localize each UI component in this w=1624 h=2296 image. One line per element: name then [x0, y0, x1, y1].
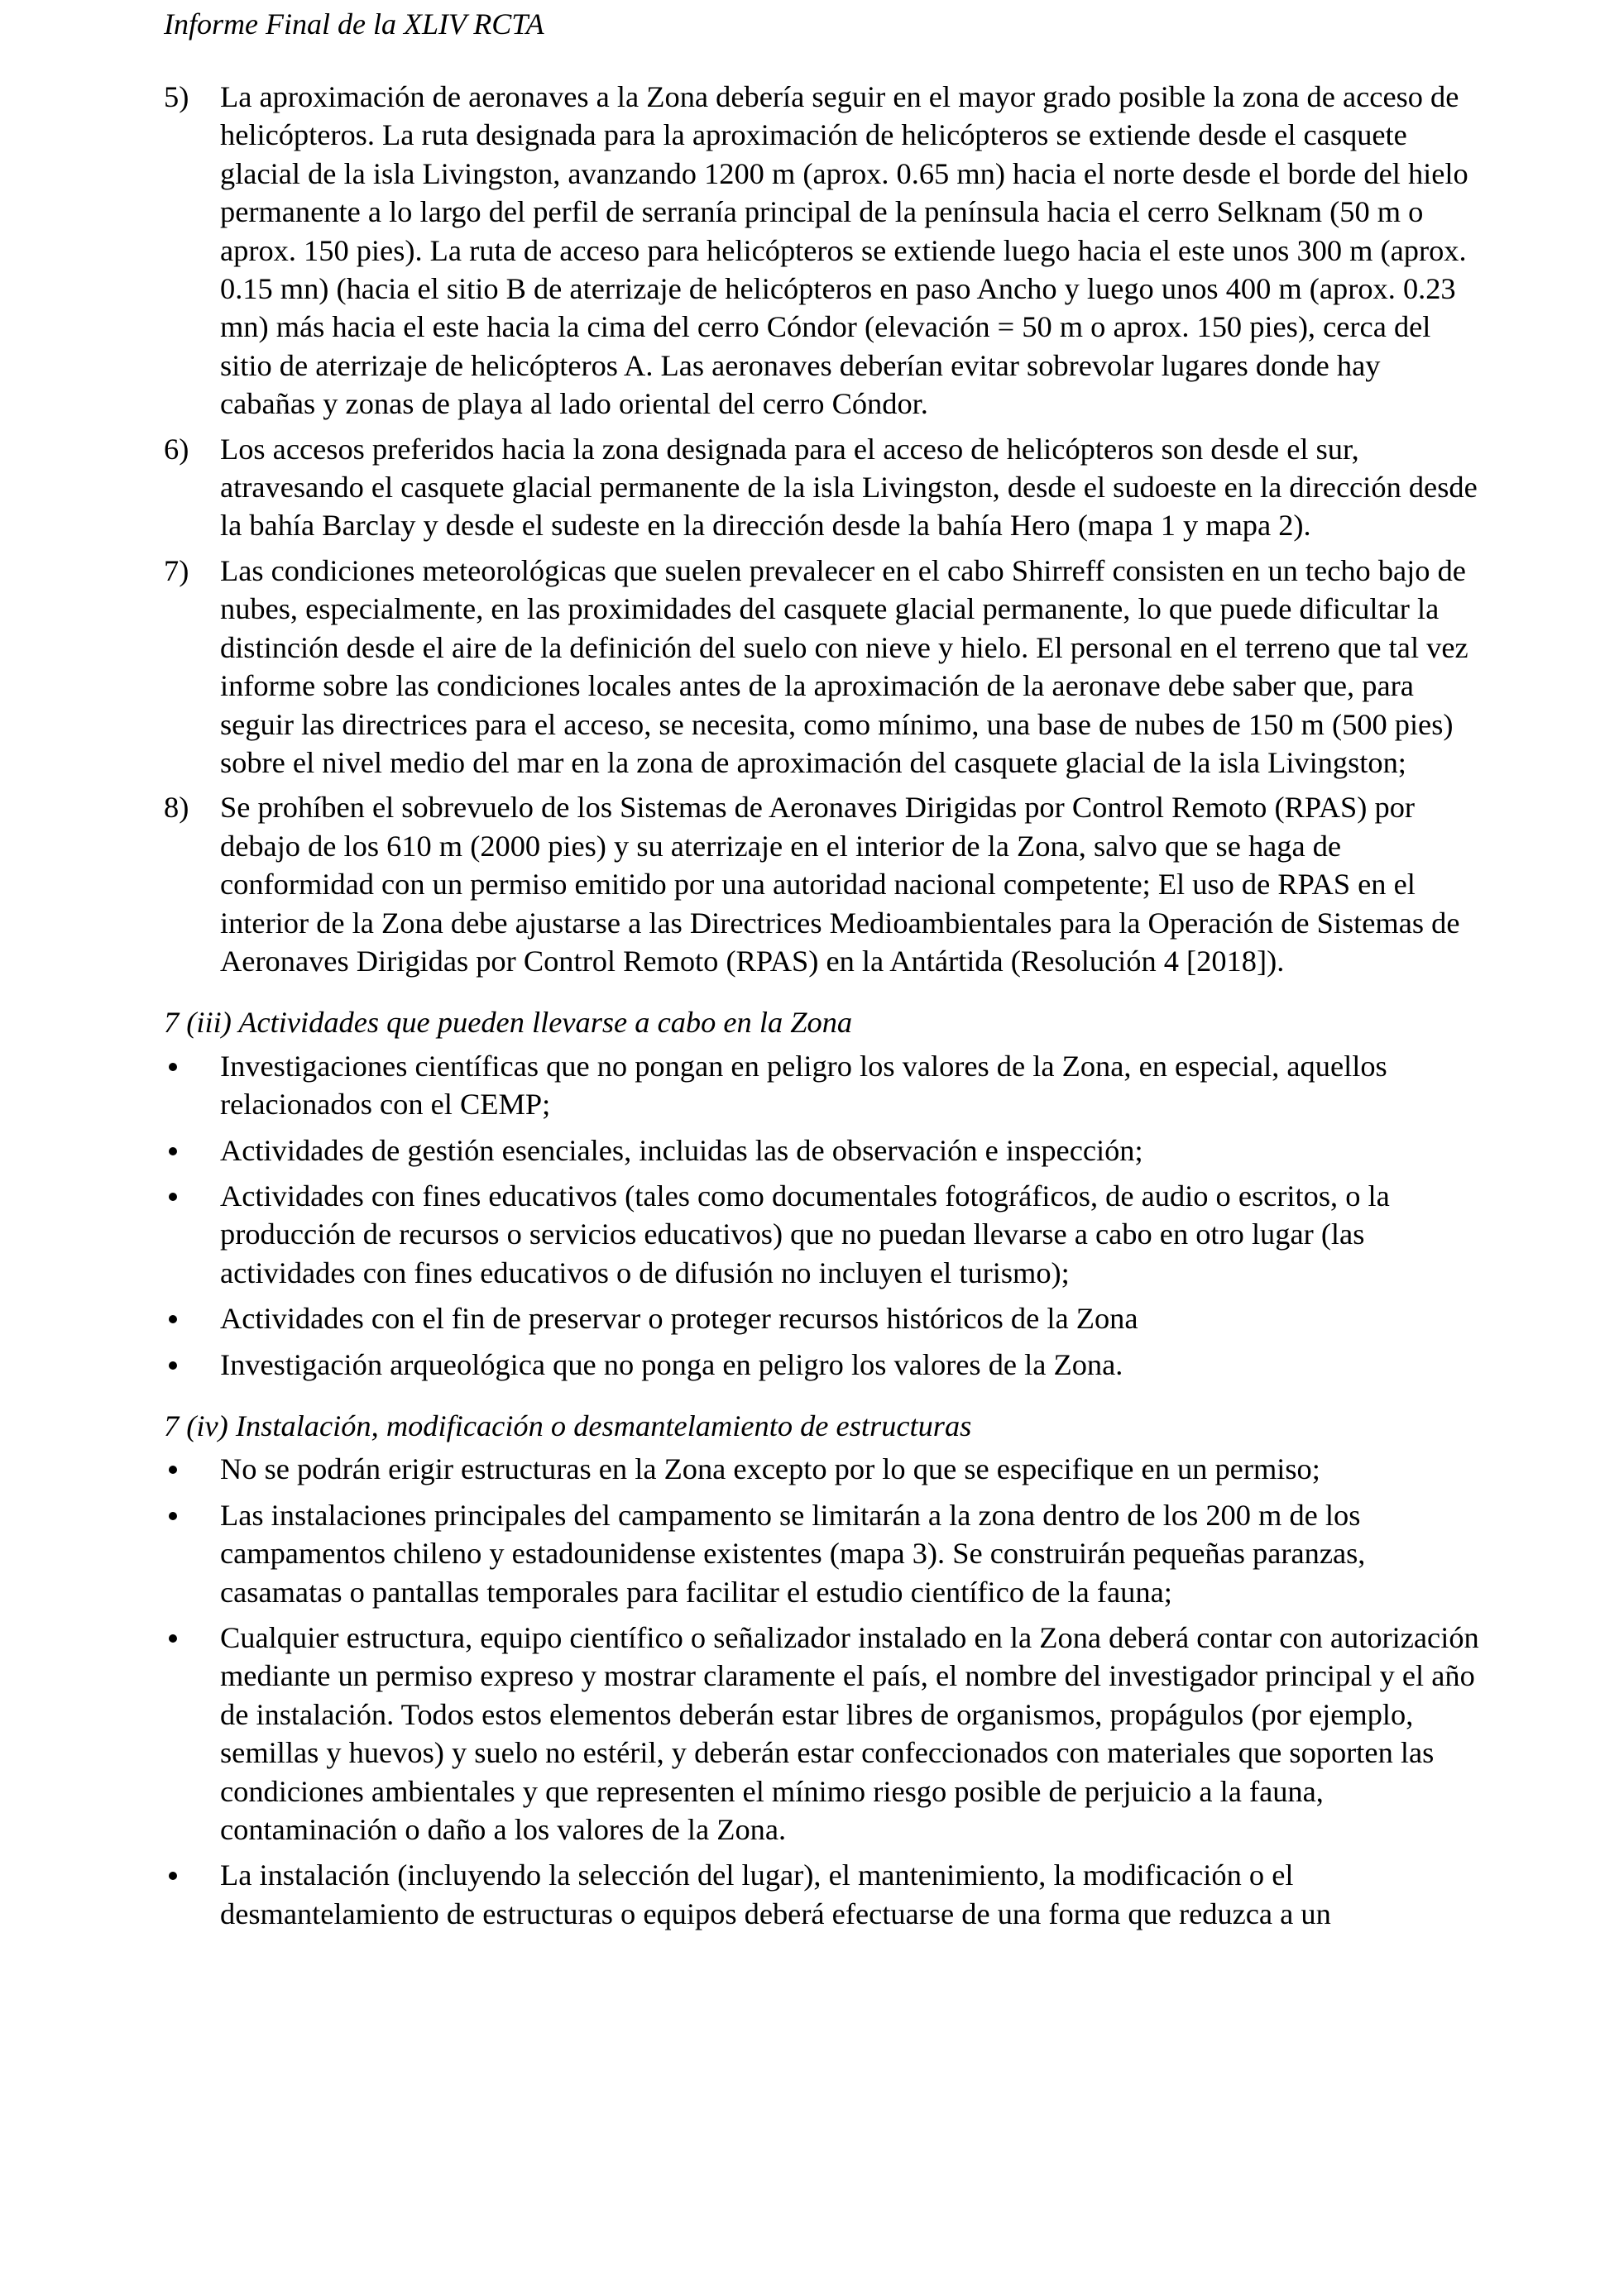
bullet-text: Actividades con el fin de preservar o proteger recursos históricos de la Zona [220, 1302, 1138, 1336]
item-text: Se prohíben el sobrevuelo de los Sistemas de Aeronaves Dirigidas por Control Remoto (RPAS) por debajo de los 610 m (2000 pies) y su aterrizaje en el interior de la Zona, salvo que se haga de conformidad con un permiso emitido por una autoridad nacional competente; El uso de RPAS en el interior de la Zona debe ajustarse a las Directrices Medioambientales para la Operación de Sistemas de Aeronaves Dirigidas por Control Remoto (RPAS) en la Antártida (Resolución 4 [2018]). [220, 791, 1460, 978]
bullet-text: Investigaciones científicas que no pongan en peligro los valores de la Zona, en especial, aquellos relacionados con el CEMP; [220, 1049, 1387, 1122]
running-header: Informe Final de la XLIV RCTA [164, 7, 544, 41]
bullet-list-item [164, 1856, 1479, 1933]
bullet-text: Cualquier estructura, equipo científico o señalizador instalado en la Zona deberá contar con autorización mediante un permiso expreso y mostrar claramente el país, el nombre del investigador principal y el año de instalación. Todos estos elementos deberán estar libres de organismos, propágulos (por ejemplo, semillas y huevos) y suelo no estéril, y deberán estar confeccionados con materiales que soporten las condiciones ambientales y que representen el mínimo riesgo posible de perjuicio a la fauna, contaminación o daño a los valores de la Zona. [220, 1621, 1479, 1847]
bullet-list-item [164, 1346, 1479, 1384]
section-heading-activities: 7 (iii) Actividades que pueden llevarse a cabo en la Zona [164, 1006, 853, 1040]
bullet-icon [169, 1361, 177, 1370]
bullet-text: Las instalaciones principales del campamento se limitarán a la zona dentro de los 200 m de los campamentos chileno y estadounidense existentes (mapa 3). Se construirán pequeñas paranzas, casamatas o pantallas temporales para facilitar el estudio científico de la fauna; [220, 1498, 1366, 1609]
bullet-list-item [164, 1450, 1479, 1488]
bullet-list-item [164, 1131, 1479, 1170]
bullet-icon [169, 1063, 177, 1071]
numbered-item [164, 552, 1479, 782]
bullet-text: Investigación arqueológica que no ponga en peligro los valores de la Zona. [220, 1347, 1123, 1381]
item-text: La aproximación de aeronaves a la Zona debería seguir en el mayor grado posible la zona de acceso de helicópteros. La ruta designada para la aproximación de helicópteros se extiende desde el casquete glacial de la isla Livingston, avanzando 1200 m (aprox. 0.65 mn) hacia el norte desde el borde del hielo permanente a lo largo del perfil de serranía principal de la península hacia el cerro Selknam (50 m o aprox. 150 pies). La ruta de acceso para helicópteros se extiende luego hacia el este unos 300 m (aprox. 0.15 mn) (hacia el sitio B de aterrizaje de helicópteros en paso Ancho y luego unos 400 m (aprox. 0.23 mn) más hacia el este hacia la cima del cerro Cóndor (elevación = 50 m o aprox. 150 pies), cerca del sitio de aterrizaje de helicópteros A. Las aeronaves deberían evitar sobrevolar lugares donde hay cabañas y zonas de playa al lado oriental del cerro Cóndor. [220, 80, 1468, 421]
numbered-item [164, 788, 1479, 980]
item-number: 8) [164, 791, 189, 825]
section-heading-structures: 7 (iv) Instalación, modificación o desmantelamiento de estructuras [164, 1409, 972, 1442]
bullet-icon [169, 1872, 177, 1880]
item-number: 7) [164, 553, 189, 587]
item-number: 5) [164, 80, 189, 113]
item-text: Los accesos preferidos hacia la zona designada para el acceso de helicópteros son desde el sur, atravesando el casquete glacial permanente de la isla Livingston, desde el sudoeste en la dirección desde la bahía Barclay y desde el sudeste en la dirección desde la bahía Hero (mapa 1 y mapa 2). [220, 432, 1478, 543]
bullet-list-item [164, 1047, 1479, 1124]
bullet-icon [169, 1193, 177, 1201]
bullet-text: Actividades de gestión esenciales, incluidas las de observación e inspección; [220, 1133, 1143, 1167]
bullet-icon [169, 1315, 177, 1323]
bullet-list-item [164, 1299, 1479, 1337]
bullet-text: Actividades con fines educativos (tales como documentales fotográficos, de audio o escritos, o la producción de recursos o servicios educativos) que no puedan llevarse a cabo en otro lugar (las actividades con fines educativos o de difusión no incluyen el turismo); [220, 1179, 1390, 1289]
item-number: 6) [164, 432, 189, 466]
bullet-text: La instalación (incluyendo la selección del lugar), el mantenimiento, la modificación o el desmantelamiento de estructuras o equipos deberá efectuarse de una forma que reduzca a un [220, 1858, 1331, 1930]
bullet-list-item [164, 1496, 1479, 1611]
bullet-text: No se podrán erigir estructuras en la Zona excepto por lo que se especifique en un permiso; [220, 1452, 1320, 1486]
bullet-icon [169, 1466, 177, 1474]
bullet-list-item [164, 1177, 1479, 1292]
bullet-list-item [164, 1619, 1479, 1849]
bullet-icon [169, 1512, 177, 1520]
document-body [164, 78, 1479, 1940]
bullet-icon [169, 1147, 177, 1155]
numbered-item [164, 78, 1479, 423]
bullet-icon [169, 1634, 177, 1643]
item-text: Las condiciones meteorológicas que suelen prevalecer en el cabo Shirreff consisten en un techo bajo de nubes, especialmente, en las proximidades del casquete glacial permanente, lo que puede dificultar la distinción desde el aire de la definición del suelo con nieve y hielo. El personal en el terreno que tal vez informe sobre las condiciones locales antes de la aproximación de la aeronave debe saber que, para seguir las directrices para el acceso, se necesita, como mínimo, una base de nubes de 150 m (500 pies) sobre el nivel medio del mar en la zona de aproximación del casquete glacial de la isla Livingston; [220, 553, 1468, 779]
numbered-item [164, 430, 1479, 545]
